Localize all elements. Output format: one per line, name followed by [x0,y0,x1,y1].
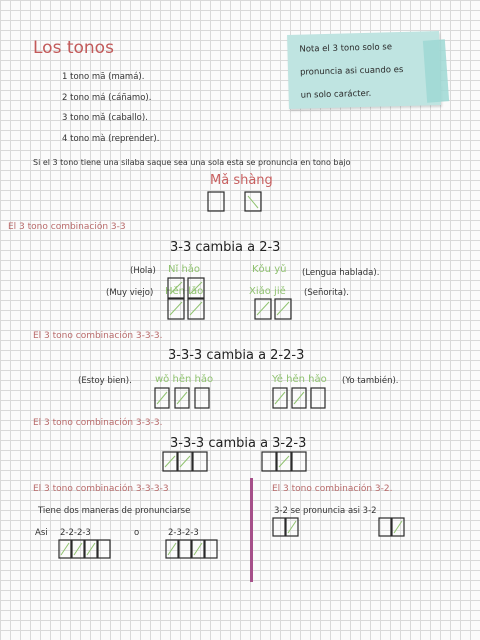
s1-row2-right-gloss: (Señorita). [304,288,349,298]
page-title: Los tonos [33,38,114,58]
box [179,540,191,558]
tone-stroke [277,302,289,315]
box [311,388,325,408]
section4-text: Tiene dos maneras de pronunciarse [38,506,191,516]
s1-row2-left-pinyin: Hěn lǎo [165,286,204,297]
tone-2: 2 tono má (cáñamo). [62,93,152,103]
example-word: Mǎ shàng [210,173,273,188]
section2-rule: 3-3-3 cambia a 2-2-3 [168,348,305,363]
tone-stroke [294,392,304,404]
section3-heading: El 3 tono combinación 3-3-3. [33,418,163,428]
box [262,452,276,471]
tone-stroke [177,392,187,404]
s2-left-gloss: (Estoy bien). [78,376,132,386]
tone-stroke [61,543,69,555]
tone-stroke [170,302,182,315]
s4-option-b: 2-3-2-3 [168,528,199,538]
tone-stroke [157,392,167,404]
note-line-2: pronuncia asi cuando es [299,64,404,78]
tone-stroke [87,543,95,555]
s1-row2-left-gloss: (Muy viejo) [106,288,154,298]
box [292,452,306,471]
tone-stroke [165,456,175,467]
section5-heading: El 3 tono combinación 3-2. [272,484,393,494]
s1-row1-left-pinyin: Nǐ hǎo [168,264,201,275]
box [193,452,207,471]
tone-1: 1 tono mā (mamá). [62,72,145,82]
tone-stroke [180,456,190,467]
section3-rule: 3-3-3 cambia a 3-2-3 [170,436,307,451]
s4-option-a: 2-2-2-3 [60,528,91,538]
box [273,518,285,536]
tone-stroke [248,196,258,208]
tone-stroke [168,543,176,555]
s2-right-gloss: (Yo también). [342,376,399,386]
tone-stroke [288,521,296,533]
s1-row2-right-pinyin: Xiǎo jiě [249,286,286,297]
box [205,540,217,558]
section4-heading: El 3 tono combinación 3-3-3-3 [33,484,169,494]
s1-row1-left-gloss: (Hola) [130,266,156,276]
s4-or: o [134,528,140,538]
section1-heading: El 3 tono combinación 3-3 [8,222,126,232]
section2-heading: El 3 tono combinación 3-3-3. [33,331,163,341]
section1-rule: 3-3 cambia a 2-3 [170,240,281,255]
tone-stroke [194,543,202,555]
tone-stroke [257,302,269,315]
s1-row1-right-gloss: (Lengua hablada). [302,268,380,278]
intro-text: Si el 3 tono tiene una silaba saque sea una sola esta se pronuncia en tono bajo [33,158,351,167]
s2-left-pinyin: wǒ hěn hǎo [155,374,214,385]
s2-right-pinyin: Yě hěn hǎo [272,374,327,385]
s4-option-a-label: Asi [35,528,48,538]
note-line-1: Nota el 3 tono solo se [299,42,393,55]
tone-stroke [275,392,285,404]
box [208,192,224,211]
box [379,518,391,536]
tone-stroke [170,282,182,294]
s1-row1-right-pinyin: Kǒu yǔ [252,264,287,275]
box [195,388,209,408]
tone-stroke [190,282,202,294]
tone-stroke [74,543,82,555]
tone-4: 4 tono mà (reprender). [62,134,160,144]
box [98,540,110,558]
section5-text: 3-2 se pronuncia asi 3-2 [274,506,377,516]
note-line-3: un solo carácter. [300,88,372,101]
tone-stroke [279,456,289,467]
tone-stroke [190,302,202,315]
tone-3: 3 tono mǎ (caballo). [62,113,148,123]
tone-stroke [394,521,402,533]
